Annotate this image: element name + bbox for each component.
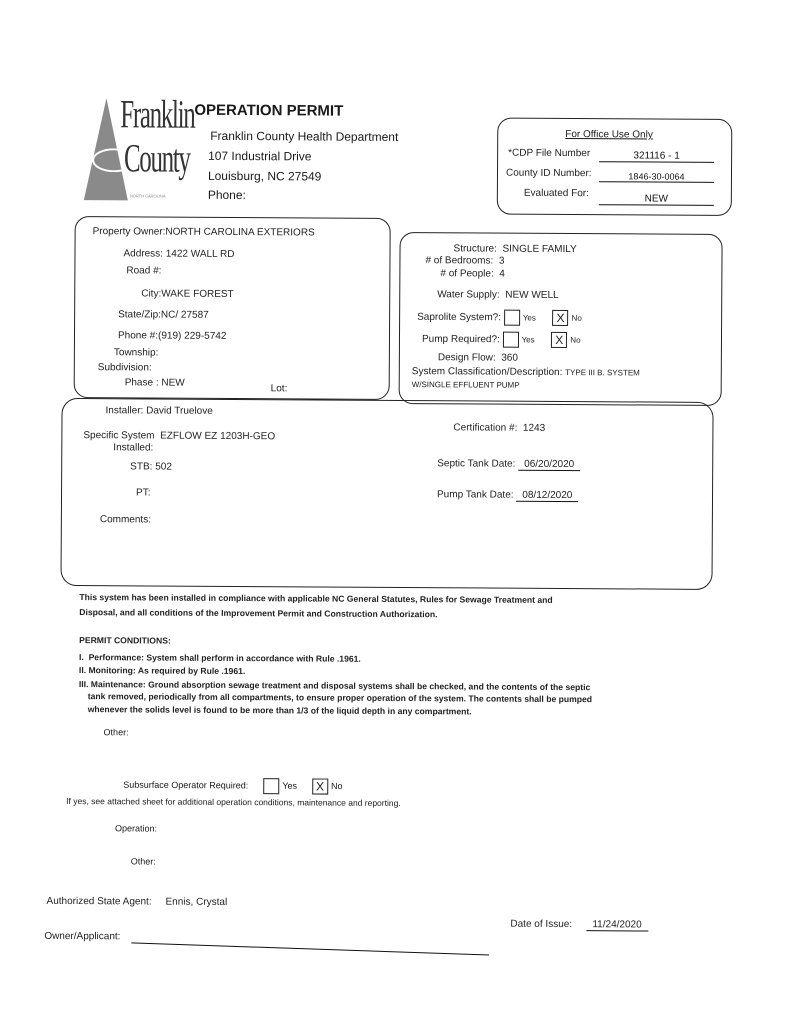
- stb-field: [130, 461, 172, 472]
- pt-label: PT:: [136, 487, 151, 499]
- saprolite-field: [417, 309, 582, 326]
- office-use-heading: For Office Use Only: [565, 129, 653, 141]
- design-flow-field: [438, 352, 518, 363]
- stb-value: 502: [155, 461, 172, 473]
- comments-label: Comments:: [99, 514, 152, 526]
- classification-value-2: W/SINGLE EFFLUENT PUMP: [411, 380, 520, 390]
- condition-3-line-3: whenever the solids level is found to be more than 1/3 of the liquid depth in any compartment.: [87, 704, 472, 717]
- owner-value: NORTH CAROLINA EXTERIORS: [165, 226, 315, 239]
- classification-label: System Classification/Description:: [411, 366, 563, 378]
- specific-system-label-2: Installed:: [113, 442, 154, 454]
- operator-no-label: No: [331, 780, 343, 792]
- design-flow-label: Design Flow:: [437, 352, 496, 364]
- department-name: Franklin County Health Department: [210, 128, 399, 144]
- water-supply-value: NEW WELL: [505, 289, 559, 301]
- certification-field: [453, 422, 545, 434]
- date-of-issue-value: 11/24/2020: [586, 919, 648, 931]
- pump-tank-date-label: Pump Tank Date:: [436, 489, 514, 501]
- water-supply-field: [437, 289, 558, 301]
- pump-tank-date-field: [437, 489, 578, 502]
- agent-value: Ennis, Crystal: [165, 896, 228, 908]
- condition-text: Monitoring: As required by Rule .1961.: [88, 665, 246, 677]
- operator-label: Subsurface Operator Required:: [123, 779, 249, 791]
- logo-franklin: Franklin: [120, 91, 195, 137]
- condition-number: I.: [79, 652, 84, 663]
- address-field: [123, 248, 234, 260]
- pump-required-field: [422, 331, 581, 348]
- specific-system-value: EZFLOW EZ 1203H-GEO: [160, 430, 276, 443]
- pump-yes-label: Yes: [521, 335, 535, 345]
- structure-label: Structure:: [453, 243, 497, 255]
- condition-item: [79, 665, 245, 676]
- classification-field: [412, 366, 640, 378]
- operator-no-checkbox[interactable]: X: [312, 778, 328, 794]
- condition-3-line-2: tank removed, periodically from all compartments, to ensure proper operation of the system. The contents shall be pumped: [87, 691, 593, 705]
- operation-label: Operation:: [114, 823, 158, 834]
- department-street: 107 Industrial Drive: [208, 148, 312, 164]
- county-id-label: County ID Number:: [505, 167, 592, 180]
- owner-field: [93, 226, 315, 238]
- saprolite-yes-label: Yes: [522, 313, 536, 323]
- city-field: [141, 288, 233, 300]
- address-value: 1422 WALL RD: [165, 248, 235, 260]
- owner-applicant-signature-line[interactable]: [131, 942, 489, 955]
- subdivision-label: Subdivision:: [97, 362, 152, 374]
- septic-tank-date-label: Septic Tank Date:: [437, 458, 516, 470]
- bedrooms-value: 3: [498, 255, 505, 267]
- cdp-file-value: 321116 - 1: [599, 150, 714, 163]
- state-zip-field: [118, 309, 209, 321]
- operator-field: [123, 777, 342, 794]
- phase-label: Phase :: [124, 377, 159, 389]
- cdp-file-label: *CDP File Number: [508, 147, 591, 160]
- conditions-other-label: Other:: [103, 727, 129, 738]
- owner-applicant-label: Owner/Applicant:: [44, 930, 121, 943]
- pump-no-label: No: [570, 335, 581, 345]
- phase-field: [125, 377, 185, 388]
- logo-tagline: NORTH CAROLINA: [129, 193, 166, 199]
- certification-value: 1243: [522, 422, 546, 434]
- saprolite-label: Saprolite System?:: [417, 311, 502, 324]
- installation-box: [60, 398, 713, 590]
- pump-no-checkbox[interactable]: X: [551, 332, 567, 348]
- road-label: Road #:: [126, 265, 162, 277]
- owner-label: Property Owner:: [92, 226, 166, 238]
- condition-number: II.: [78, 665, 87, 676]
- specific-system-label: Specific System: [83, 430, 155, 442]
- page-title: OPERATION PERMIT: [194, 101, 344, 120]
- saprolite-no-checkbox[interactable]: X: [553, 310, 569, 326]
- operator-yes-label: Yes: [282, 780, 298, 791]
- department-city: Louisburg, NC 27549: [207, 168, 322, 184]
- bedrooms-field: [425, 255, 504, 266]
- pump-tank-date-value: 08/12/2020: [516, 490, 578, 502]
- specific-system-field: [83, 430, 275, 442]
- operator-other-label: Other:: [130, 856, 156, 867]
- people-field: [440, 268, 505, 279]
- date-of-issue-label: Date of Issue:: [510, 918, 573, 931]
- saprolite-no-label: No: [571, 313, 582, 323]
- county-id-value: 1846-30-0064: [599, 171, 714, 183]
- state-zip-label: State/Zip:: [118, 309, 161, 321]
- classification-value: TYPE III B. SYSTEM: [565, 368, 640, 378]
- condition-item: [79, 652, 361, 664]
- phone-value: (919) 229-5742: [158, 330, 227, 342]
- condition-number: III.: [78, 679, 89, 690]
- installer-field: [106, 405, 213, 417]
- structure-value: SINGLE FAMILY: [502, 243, 577, 256]
- phone-field: [118, 330, 227, 342]
- state-zip-value: NC/ 27587: [160, 309, 209, 321]
- installer-label: Installer:: [105, 405, 144, 417]
- pump-required-label: Pump Required?:: [421, 333, 500, 346]
- address-label: Address:: [123, 248, 164, 260]
- phone-label: Phone #:: [117, 330, 159, 342]
- septic-tank-date-value: 06/20/2020: [518, 459, 580, 471]
- permit-conditions-heading: PERMIT CONDITIONS:: [79, 635, 171, 646]
- evaluated-for-value: NEW: [599, 193, 714, 206]
- certification-label: Certification #:: [453, 422, 518, 434]
- septic-tank-date-field: [437, 458, 580, 471]
- city-label: City:: [141, 288, 162, 300]
- phase-value: NEW: [161, 377, 185, 389]
- saprolite-yes-checkbox[interactable]: [504, 310, 520, 326]
- city-value: WAKE FOREST: [161, 288, 234, 300]
- condition-text: Maintenance: Ground absorption sewage treatment and disposal systems shall be checked, and the contents of the septic: [90, 679, 591, 693]
- stb-label: STB:: [130, 461, 153, 473]
- people-label: # of People:: [440, 268, 494, 280]
- agent-field: [47, 896, 228, 908]
- compliance-line-2: Disposal, and all conditions of the Improvement Permit and Construction Authorization.: [79, 607, 438, 620]
- condition-item: [79, 679, 591, 692]
- agent-label: Authorized State Agent:: [46, 895, 152, 908]
- department-phone-label: Phone:: [207, 187, 246, 203]
- evaluated-for-label: Evaluated For:: [523, 187, 589, 200]
- water-supply-label: Water Supply:: [437, 289, 500, 301]
- township-label: Township:: [113, 347, 159, 359]
- bedrooms-label: # of Bedrooms:: [425, 255, 494, 267]
- design-flow-value: 360: [501, 352, 518, 364]
- installer-value: David Truelove: [146, 405, 213, 417]
- date-of-issue-field: [510, 919, 648, 932]
- people-value: 4: [499, 268, 505, 280]
- logo-county: County: [123, 135, 190, 181]
- condition-text: Performance: System shall perform in accordance with Rule .1961.: [88, 652, 361, 664]
- pump-yes-checkbox[interactable]: [503, 332, 519, 348]
- operator-yes-checkbox[interactable]: [263, 778, 279, 794]
- compliance-line-1: This system has been installed in compliance with applicable NC General Statutes, Rules for Sewage Treatment and: [79, 592, 553, 605]
- structure-field: [454, 243, 577, 255]
- lot-label: Lot:: [270, 383, 288, 395]
- operator-note: If yes, see attached sheet for additional operation conditions, maintenance and reporting.: [66, 795, 401, 809]
